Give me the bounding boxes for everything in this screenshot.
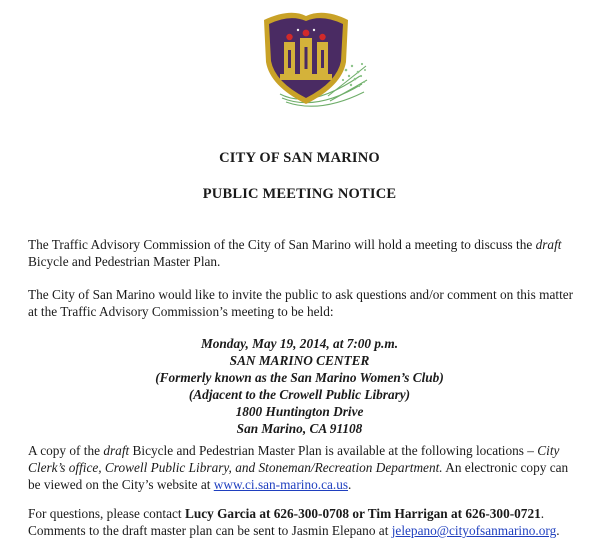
contact-email-link[interactable]: jelepano@cityofsanmarino.org	[391, 523, 557, 538]
availability-text-c: An electronic copy can be viewed on the City’s website at	[28, 460, 569, 492]
availability-locations: City Clerk’s office, Crowell Public Library, and Stoneman/Recreation Department.	[28, 443, 560, 475]
meeting-venue-adjacent: (Adjacent to the Crowell Public Library)	[188, 387, 411, 402]
city-title: CITY OF SAN MARINO	[219, 150, 380, 166]
contact-text-a: For questions, please contact	[28, 506, 185, 521]
meeting-street: 1800 Huntington Drive	[235, 404, 364, 419]
intro-draft-italic: draft	[535, 237, 562, 252]
meeting-city-state-zip: San Marino, CA 91108	[236, 421, 363, 436]
contact-names-phones: Lucy Garcia at 626-300-0708 or Tim Harrigan at 626-300-0721	[184, 506, 541, 521]
availability-text-d: .	[348, 477, 352, 492]
contact-text-c: .	[556, 523, 560, 538]
intro-text-b: Bicycle and Pedestrian Master Plan.	[28, 254, 221, 269]
notice-title: PUBLIC MEETING NOTICE	[202, 186, 397, 202]
intro-text-a: The Traffic Advisory Commission of the City of San Marino will hold a meeting to discuss the	[28, 237, 536, 252]
availability-paragraph	[28, 442, 580, 493]
contact-text-b: . Comments to the draft master plan can be sent to Jasmin Elepano at	[28, 506, 545, 538]
meeting-details	[0, 335, 599, 437]
meeting-date-time: Monday, May 19, 2014, at 7:00 p.m.	[200, 336, 399, 351]
meeting-venue-formerly: (Formerly known as the San Marino Women’s Club)	[155, 370, 444, 385]
intro-paragraph	[28, 236, 580, 270]
availability-text-b: Bicycle and Pedestrian Master Plan is available at the following locations –	[129, 443, 538, 458]
availability-draft-italic: draft	[103, 443, 130, 458]
invite-paragraph: The City of San Marino would like to invite the public to ask questions and/or comment on this matter at the Traffic Advisory Commission’s meeting to be held:	[28, 287, 574, 319]
city-seal-logo	[250, 6, 368, 114]
contact-paragraph	[28, 505, 580, 539]
availability-text-a: A copy of the	[28, 443, 104, 458]
meeting-venue: SAN MARINO CENTER	[229, 353, 370, 368]
city-website-link[interactable]: www.ci.san-marino.ca.us	[213, 477, 349, 492]
